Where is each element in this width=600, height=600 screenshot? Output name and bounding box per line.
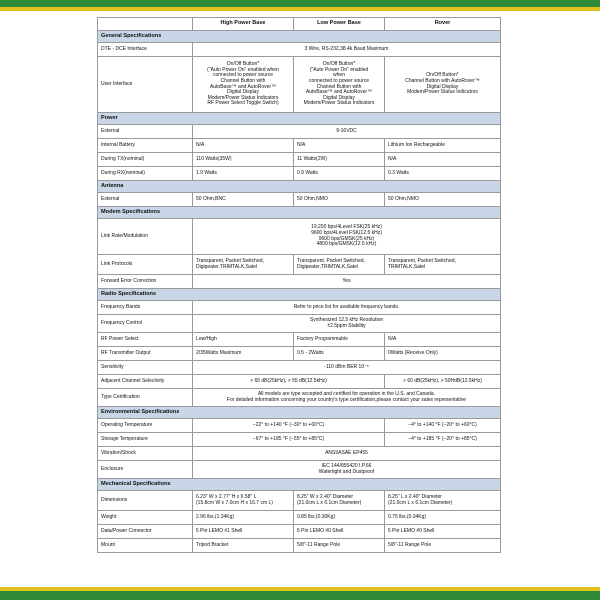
- row-value-low-power-base: 0.9 Watts: [294, 167, 385, 181]
- row-label: Vibration/Shock: [98, 447, 193, 461]
- row-value-high-power-base: N/A: [193, 139, 294, 153]
- section-header-modem-specifications: [98, 207, 501, 219]
- row-value-rover: N/A: [385, 153, 501, 167]
- section-title: Power: [98, 113, 501, 125]
- row-value-rover: 50 Ohm,NMO: [385, 193, 501, 207]
- row-label: Operating Temperature: [98, 419, 193, 433]
- row-value-rover: On/Off Button* Channel Button with AutoRover™ Digital Display Modem/Power Status Indicators: [385, 57, 501, 113]
- spec-row-vibration-shock: [98, 447, 501, 461]
- row-value-high-power-base: On/Off Button* ("Auto Power On" enabled when connected to power source Channel Button with AutoBase™ and AutoRover™ Digital Display Modem/Power Status Indicators RF Power Select Toggle Switch): [193, 57, 294, 113]
- spec-row-link-rate-modulation: [98, 219, 501, 255]
- spec-body: [98, 31, 501, 553]
- header-rover: Rover: [385, 18, 501, 31]
- row-value-low-power-base: On/Off Button* ("Auto Power On" enabled when connected to power source Channel Button with AutoBase™ and AutoRover™ Digital Display Modem/Power Status Indicators: [294, 57, 385, 113]
- row-label: Frequency Bands: [98, 301, 193, 315]
- row-label: Frequency Control: [98, 315, 193, 333]
- row-label: Forward Error Correction: [98, 275, 193, 289]
- row-label: During RX(nominal): [98, 167, 193, 181]
- spec-table: [97, 17, 501, 553]
- row-label: Link Protocols: [98, 255, 193, 275]
- row-value-rover: −4° to +140 °F (−20° to +60°C): [385, 419, 501, 433]
- spec-row-external: [98, 125, 501, 139]
- row-value-high-power-base: 1.9 Watts: [193, 167, 294, 181]
- spec-row-rf-power-select: [98, 333, 501, 347]
- row-value-low-power-base: Factory Programmable: [294, 333, 385, 347]
- row-label: Data/Power Connector: [98, 525, 193, 539]
- row-label: Enclosure: [98, 461, 193, 479]
- spec-row-external: [98, 193, 501, 207]
- row-value-high-power-base: 110 Watts(35W): [193, 153, 294, 167]
- spec-row-operating-temperature: [98, 419, 501, 433]
- spec-row-internal-battery: [98, 139, 501, 153]
- row-value-low-power-base: 0.5 - 2Watts: [294, 347, 385, 361]
- spec-sheet: [97, 17, 500, 553]
- row-value-low-power-base: N/A: [294, 139, 385, 153]
- row-value-all-models: 3 Wire, RS-232,38.4k Baud Maximum: [193, 43, 501, 57]
- spec-row-rf-transmitter-output: [98, 347, 501, 361]
- row-label: Adjacent Channel Selectivity: [98, 375, 193, 389]
- row-value-rover: > 60 dB(25kHz), > 50HdB(12.5kHz): [385, 375, 501, 389]
- row-label: RF Power Select: [98, 333, 193, 347]
- spec-row-dte-dce-interface: [98, 43, 501, 57]
- section-header-environmental-specifications: [98, 407, 501, 419]
- header-row: [98, 18, 501, 31]
- row-value-low-power-base: 5/8"-11 Range Pole: [294, 539, 385, 553]
- section-title: Antenna: [98, 181, 501, 193]
- spec-row-dimensions: [98, 491, 501, 511]
- row-label: Storage Temperature: [98, 433, 193, 447]
- top-yellow-band: [0, 7, 600, 11]
- spec-row-sensitivity: [98, 361, 501, 375]
- row-value-rover: 0.75 lbs.(0.34Kg): [385, 511, 501, 525]
- row-value-high-power-base: 50 Ohm,BNC: [193, 193, 294, 207]
- row-value-low-power-base: 0.85 lbs.(0.30Kg): [294, 511, 385, 525]
- header-low-power-base: Low Power Base: [294, 18, 385, 31]
- section-header-radio-specifications: [98, 289, 501, 301]
- row-label: User Interface: [98, 57, 193, 113]
- row-value-low-power-base: Transparent, Packet Switched, Digipeater,TRIMTALK,Satel: [294, 255, 385, 275]
- row-value-rover: Lithium Ion Rechargeable: [385, 139, 501, 153]
- section-header-mechanical-specifications: [98, 479, 501, 491]
- row-value-low-power-base: 50 Ohm,NMO: [294, 193, 385, 207]
- row-value-low-power-base: 8.25" W x 2.40" Diameter (21.0cm L x 6.1cm Diameter): [294, 491, 385, 511]
- row-label: Mount: [98, 539, 193, 553]
- spec-row-mount: [98, 539, 501, 553]
- row-label: Weight: [98, 511, 193, 525]
- spec-row-type-certification: [98, 389, 501, 407]
- row-label: Dimensions: [98, 491, 193, 511]
- spec-row-during-tx-nominal: [98, 153, 501, 167]
- spec-row-frequency-control: [98, 315, 501, 333]
- row-value-all-models: ANSI/ASAE EP455: [193, 447, 501, 461]
- section-header-general-specifications: [98, 31, 501, 43]
- row-value-high-power-base: 2/35Watts Maximum: [193, 347, 294, 361]
- row-value-rover: 5 Pin LEMO #0 Shell: [385, 525, 501, 539]
- row-value-all-models: Refer to price list for available frequency bands.: [193, 301, 501, 315]
- section-title: Mechanical Specifications: [98, 479, 501, 491]
- row-label: Internal Battery: [98, 139, 193, 153]
- row-label: Sensitivity: [98, 361, 193, 375]
- section-title: Environmental Specifications: [98, 407, 501, 419]
- row-value-rover: N/A: [385, 333, 501, 347]
- row-value-base-models: > 65 dB(25kHz), > 55 dB(12.5kHz): [193, 375, 385, 389]
- row-value-all-models: Yes: [193, 275, 501, 289]
- spec-row-weight: [98, 511, 501, 525]
- row-value-all-models: 19,200 bps/4Level FSK(25 kHz) 9600 bps/4Level FSK(12.5 kHz) 9600 bps/GMSK(25 kHz) 4800 bps/GMSK(12.5 kHz): [193, 219, 501, 255]
- row-label: DTE - DCE Interface: [98, 43, 193, 57]
- row-value-high-power-base: Low/High: [193, 333, 294, 347]
- spec-row-adjacent-channel-selectivity: [98, 375, 501, 389]
- row-value-high-power-base: Transparent, Packet Switched, Digipeater,TRIMTALK,Satel: [193, 255, 294, 275]
- section-title: General Specifications: [98, 31, 501, 43]
- row-value-all-models: IEC 144/855420 I.P.66 Watertight and Dustproof: [193, 461, 501, 479]
- top-green-band: [0, 0, 600, 7]
- spec-row-storage-temperature: [98, 433, 501, 447]
- row-value-all-models: -110 dBm BER 10⁻⁵: [193, 361, 501, 375]
- spec-row-enclosure: [98, 461, 501, 479]
- header-empty: [98, 18, 193, 31]
- row-label: Type Certification: [98, 389, 193, 407]
- row-label: External: [98, 125, 193, 139]
- section-title: Modem Specifications: [98, 207, 501, 219]
- row-label: Link Rate/Modulation: [98, 219, 193, 255]
- row-value-rover: Transparent, Packet Switched, TRIMTALK,Satel: [385, 255, 501, 275]
- row-value-rover: 5/8"-11 Range Pole: [385, 539, 501, 553]
- row-value-all-models: 9-16VDC: [193, 125, 501, 139]
- row-value-rover: 0.3 Watts: [385, 167, 501, 181]
- spec-row-user-interface: [98, 57, 501, 113]
- spec-row-during-rx-nominal: [98, 167, 501, 181]
- bottom-green-band: [0, 591, 600, 600]
- row-label: External: [98, 193, 193, 207]
- row-value-rover: 8.25" L x 2.40" Diameter (21.0cm L x 6.1cm Diameter): [385, 491, 501, 511]
- row-value-base-models: −22° to +140 °F (−30° to +60°C): [193, 419, 385, 433]
- row-value-high-power-base: Tripod Bracket: [193, 539, 294, 553]
- row-value-base-models: −67° to +185 °F (−55° to +85°C): [193, 433, 385, 447]
- row-value-high-power-base: 5 Pin LEMO #1 Shell: [193, 525, 294, 539]
- row-value-high-power-base: 2.96 lbs.(1.34Kg): [193, 511, 294, 525]
- row-value-high-power-base: 6.23" W x 2.77" H x 6.58" L (15.8cm W x 7.0cm H x 16.7 cm L): [193, 491, 294, 511]
- spec-row-data-power-connector: [98, 525, 501, 539]
- row-value-all-models: Synthesized 12.5 kHz Resolution ±2.5ppm Stability: [193, 315, 501, 333]
- row-value-rover: −4° to +185 °F (−20° to +85°C): [385, 433, 501, 447]
- spec-row-forward-error-correction: [98, 275, 501, 289]
- section-header-antenna: [98, 181, 501, 193]
- row-value-all-models: All models are type accepted and certified for operation in the U.S. and Canada. For detailed information concerning your country's type certification,please contact your sales representative: [193, 389, 501, 407]
- row-label: RF Transmitter Output: [98, 347, 193, 361]
- row-value-low-power-base: 11 Watts(2W): [294, 153, 385, 167]
- section-header-power: [98, 113, 501, 125]
- spec-row-link-protocols: [98, 255, 501, 275]
- row-value-low-power-base: 5 Pin LEMO #0 Shell: [294, 525, 385, 539]
- spec-row-frequency-bands: [98, 301, 501, 315]
- row-label: During TX(nominal): [98, 153, 193, 167]
- header-high-power-base: High Power Base: [193, 18, 294, 31]
- section-title: Radio Specifications: [98, 289, 501, 301]
- row-value-rover: 0Watts (Receive Only): [385, 347, 501, 361]
